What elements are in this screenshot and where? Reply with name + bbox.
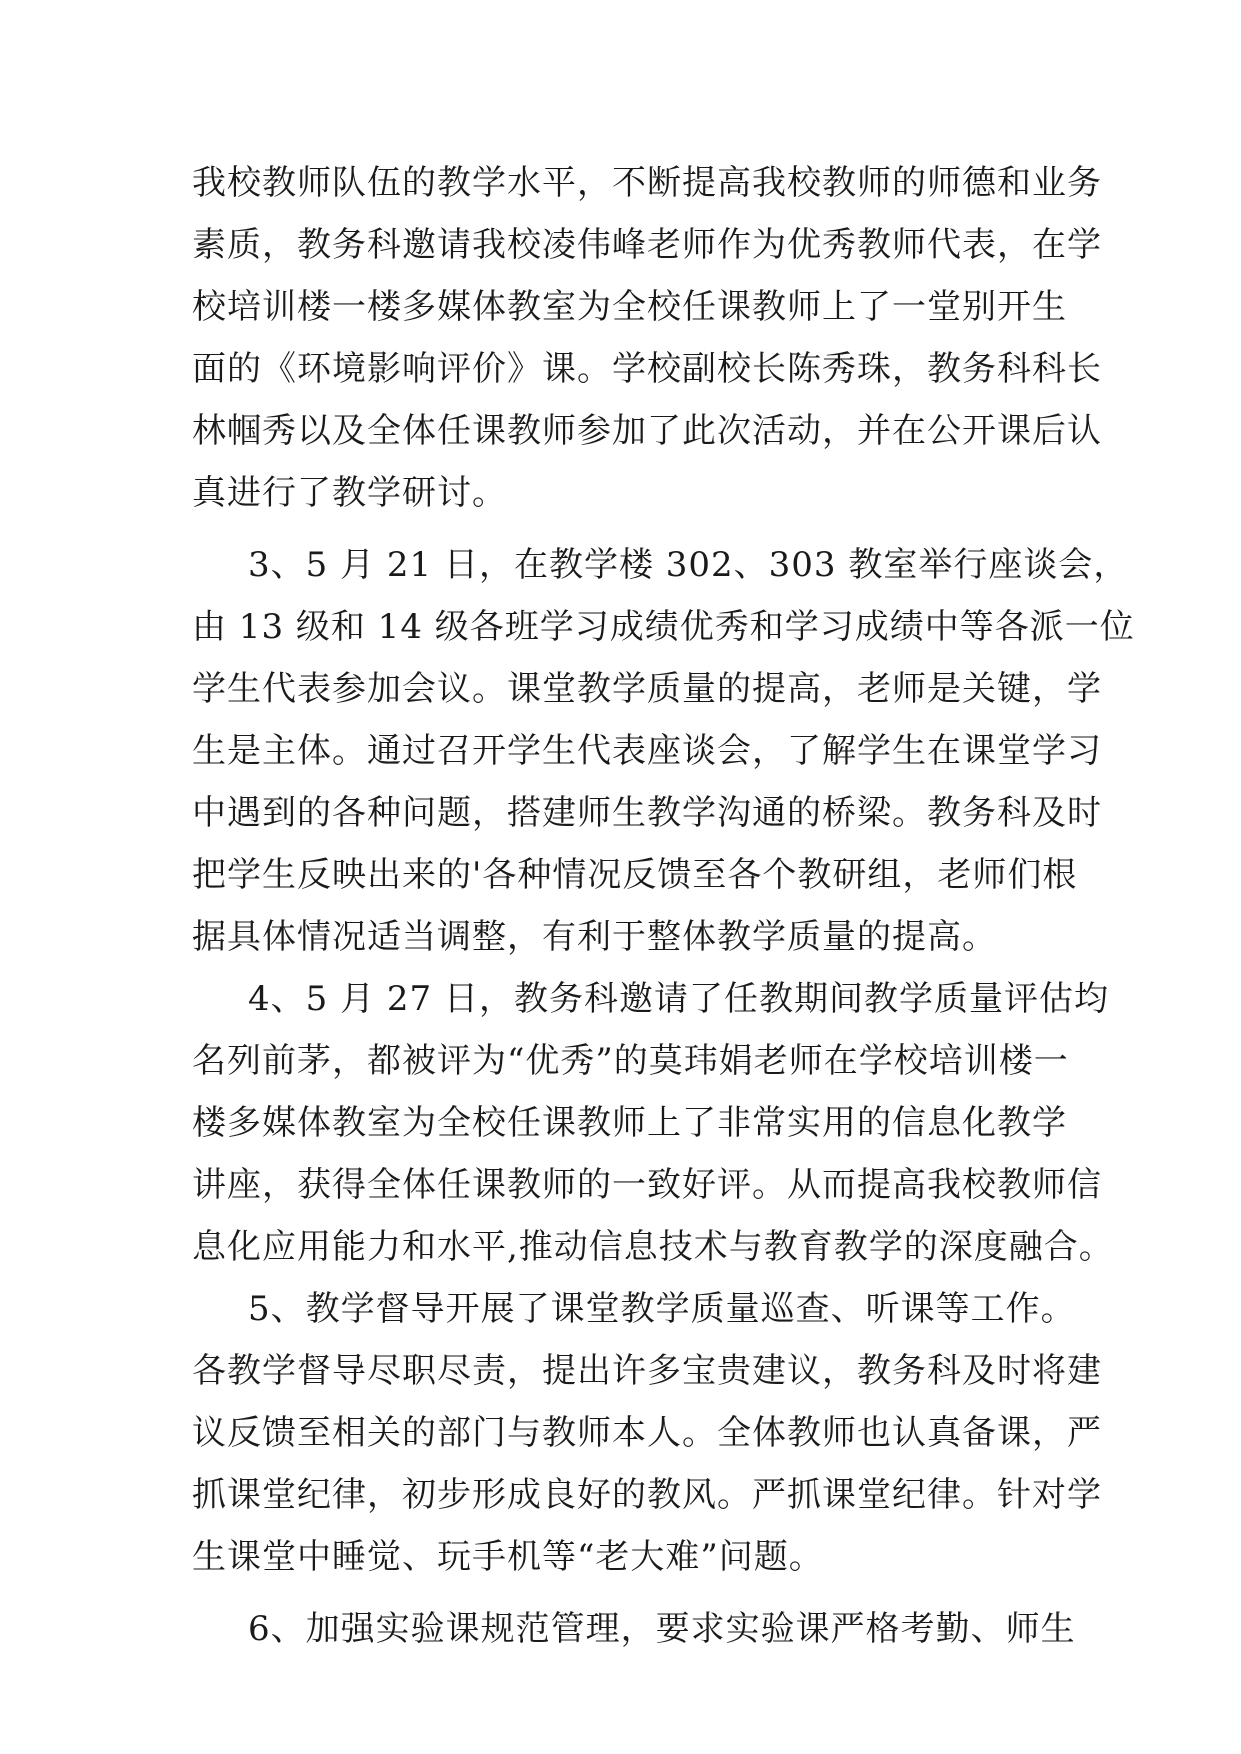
text-line: 素质，教务科邀请我校凌伟峰老师作为优秀教师代表，在学: [192, 225, 1102, 265]
text-line: 据具体情况适当调整，有利于整体教学质量的提高。: [192, 917, 997, 957]
text-line: 林帼秀以及全体任课教师参加了此次活动，并在公开课后认: [192, 411, 1102, 451]
text-line: 中遇到的各种问题，搭建师生教学沟通的桥梁。教务科及时: [192, 793, 1102, 833]
paragraph-2: [192, 534, 1135, 968]
text-line: 5、教学督导开展了课堂教学质量巡查、听课等工作。: [248, 1289, 1076, 1329]
text-line: 息化应用能力和水平,推动信息技术与教育教学的深度融合。: [192, 1227, 1114, 1267]
text-line: 我校教师队伍的教学水平，不断提高我校教师的师德和业务: [192, 163, 1102, 203]
text-line: 各教学督导尽职尽责，提出许多宝贵建议，教务科及时将建: [192, 1351, 1102, 1391]
text-line: 名列前茅，都被评为“优秀”的莫玮娟老师在学校培训楼一: [192, 1041, 1069, 1081]
document-body: [192, 152, 1135, 1660]
text-line: 校培训楼一楼多媒体教室为全校任课教师上了一堂别开生: [192, 287, 1067, 327]
paragraph-1: [192, 152, 1102, 524]
paragraph-3: [192, 968, 1114, 1278]
text-line: 学生代表参加会议。课堂教学质量的提高，老师是关键，学: [192, 669, 1102, 709]
text-line: 生课堂中睡觉、玩手机等“老大难”问题。: [192, 1537, 824, 1577]
text-line: 讲座，获得全体任课教师的一致好评。从而提高我校教师信: [192, 1165, 1102, 1205]
text-line: 面的《环境影响评价》课。学校副校长陈秀珠，教务科科长: [192, 349, 1102, 389]
text-line: 抓课堂纪律，初步形成良好的教风。严抓课堂纪律。针对学: [192, 1475, 1102, 1515]
text-line: 4、5 月 27 日，教务科邀请了任教期间教学质量评估均: [248, 979, 1109, 1019]
text-line: 把学生反映出来的'各种情况反馈至各个教研组，老师们根: [192, 855, 1078, 895]
text-line: 3、5 月 21 日，在教学楼 302、303 教室举行座谈会，: [248, 545, 1129, 585]
text-line: 真进行了教学研讨。: [192, 473, 507, 513]
text-line: 由 13 级和 14 级各班学习成绩优秀和学习成绩中等各派一位: [192, 607, 1135, 647]
paragraph-5: [192, 1598, 1076, 1660]
paragraph-4: [192, 1278, 1102, 1588]
text-line: 生是主体。通过召开学生代表座谈会，了解学生在课堂学习: [192, 731, 1102, 771]
text-line: 议反馈至相关的部门与教师本人。全体教师也认真备课，严: [192, 1413, 1102, 1453]
text-line: 6、加强实验课规范管理，要求实验课严格考勤、师生: [248, 1609, 1076, 1649]
text-line: 楼多媒体教室为全校任课教师上了非常实用的信息化教学: [192, 1103, 1067, 1143]
